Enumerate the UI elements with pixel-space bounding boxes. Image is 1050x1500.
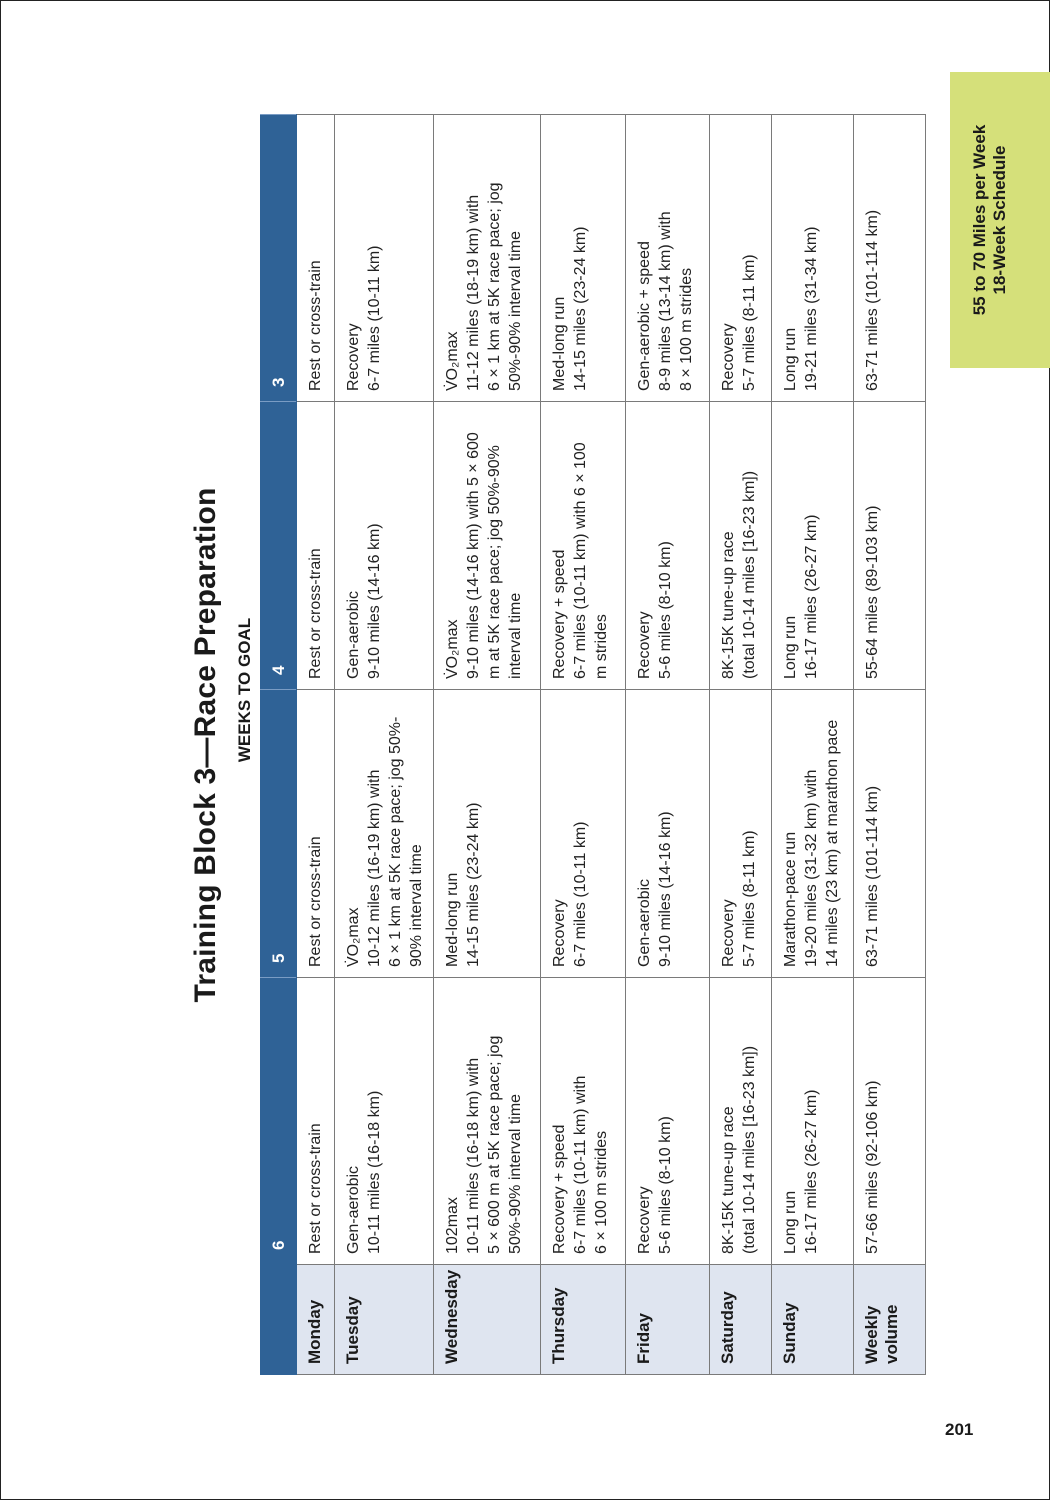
table-row xyxy=(335,115,434,1375)
workout-cell xyxy=(626,115,710,402)
workout-line: 9-10 miles (14-16 km) xyxy=(366,523,383,679)
workout-line: 8K-15K tune-up race xyxy=(720,1106,737,1254)
workout-cell xyxy=(297,402,335,690)
tab-line-1: 55 to 70 Miles per Week xyxy=(970,124,989,316)
workout-line: 19-20 miles (31-32 km) with xyxy=(803,769,820,967)
workout-line: Rest or cross-train xyxy=(307,548,324,679)
workout-line: Rest or cross-train xyxy=(307,260,324,391)
workout-cell xyxy=(626,402,710,690)
workout-cell xyxy=(297,690,335,978)
workout-line: 19-21 miles (31-34 km) xyxy=(803,226,820,391)
day-label: Friday xyxy=(626,1265,710,1375)
workout-cell xyxy=(710,115,772,402)
workout-line: 11-12 miles (18-19 km) with xyxy=(465,194,482,391)
workout-line: Gen-aerobic xyxy=(636,878,653,967)
workout-line: 14-15 miles (23-24 km) xyxy=(465,802,482,967)
workout-line: 6 × 1 km at 5K race pace; jog xyxy=(486,182,503,391)
workout-line: Gen-aerobic + speed xyxy=(636,241,653,391)
workout-line: 63-71 miles (101-114 km) xyxy=(864,785,881,967)
workout-line: 8K-15K tune-up race xyxy=(720,531,737,679)
workout-line: 9-10 miles (14-16 km) with 5 × 600 xyxy=(465,432,482,679)
schedule-table xyxy=(260,114,926,1375)
workout-line: 102max xyxy=(444,1197,461,1254)
page-number: 201 xyxy=(945,1420,974,1439)
workout-line: Recovery xyxy=(636,1186,653,1254)
workout-line: 14 miles (23 km) at marathon pace xyxy=(824,719,841,967)
workout-line: Med-long run xyxy=(551,296,568,391)
day-label: Sunday xyxy=(772,1265,854,1375)
workout-line: Recovery xyxy=(345,323,362,391)
workout-line: 10-11 miles (16-18 km) xyxy=(366,1090,383,1254)
workout-line: Recovery xyxy=(720,899,737,967)
table-row xyxy=(854,115,926,1375)
day-label: Weekly volume xyxy=(854,1265,926,1375)
workout-line: Gen-aerobic xyxy=(345,590,362,679)
table-row xyxy=(541,115,626,1375)
workout-line: Long run xyxy=(782,615,799,679)
workout-line: V̇O₂max xyxy=(444,619,461,679)
workout-line: 5-6 miles (8-10 km) xyxy=(657,541,674,679)
workout-cell xyxy=(541,402,626,690)
day-label: Thursday xyxy=(541,1265,626,1375)
workout-cell xyxy=(854,402,926,690)
table-row xyxy=(710,115,772,1375)
workout-line: 10-12 miles (16-19 km) with xyxy=(366,769,383,967)
workout-line: 6 × 1 km at 5K race pace; jog 50%- xyxy=(387,716,404,967)
workout-cell xyxy=(434,402,541,690)
workout-cell xyxy=(772,115,854,402)
workout-line: 5-7 miles (8-11 km) xyxy=(741,254,758,391)
week-header: 5 xyxy=(261,690,297,978)
workout-line: 9-10 miles (14-16 km) xyxy=(657,811,674,967)
workout-line: Rest or cross-train xyxy=(307,1123,324,1254)
workout-cell xyxy=(710,978,772,1265)
weeks-to-goal-label: WEEKS TO GOAL xyxy=(235,617,254,763)
workout-line: Recovery xyxy=(551,899,568,967)
workout-cell xyxy=(434,690,541,978)
workout-cell xyxy=(541,115,626,402)
workout-line: Recovery + speed xyxy=(551,1124,568,1254)
workout-line: Med-long run xyxy=(444,872,461,967)
workout-line: Recovery + speed xyxy=(551,549,568,679)
workout-cell xyxy=(297,978,335,1265)
workout-cell xyxy=(434,978,541,1265)
workout-line: 5-7 miles (8-11 km) xyxy=(741,830,758,967)
workout-cell xyxy=(772,978,854,1265)
workout-line: 50%-90% interval time xyxy=(507,230,524,391)
workout-line: Marathon-pace run xyxy=(782,831,799,967)
week-header: 3 xyxy=(261,115,297,402)
workout-line: 10-11 miles (16-18 km) with xyxy=(465,1057,482,1254)
workout-cell xyxy=(854,978,926,1265)
workout-line: 5 × 600 m at 5K race pace; jog xyxy=(486,1035,503,1254)
table-row xyxy=(297,115,335,1375)
workout-line: m at 5K race pace; jog 50%-90% xyxy=(486,445,503,679)
workout-line: V̇O₂max xyxy=(345,907,362,967)
day-label: Tuesday xyxy=(335,1265,434,1375)
workout-line: (total 10-14 miles [16-23 km]) xyxy=(741,1045,758,1254)
workout-line: 55-64 miles (89-103 km) xyxy=(864,505,881,679)
workout-line: V̇O₂max xyxy=(444,331,461,391)
workout-line: 8-9 miles (13-14 km) with xyxy=(657,211,674,391)
workout-line: Rest or cross-train xyxy=(307,836,324,967)
week-header: 4 xyxy=(261,402,297,690)
workout-line: Recovery xyxy=(636,611,653,679)
workout-line: 16-17 miles (26-27 km) xyxy=(803,1089,820,1254)
workout-line: (total 10-14 miles [16-23 km]) xyxy=(741,470,758,679)
workout-line: 6 × 100 m strides xyxy=(593,1130,610,1254)
workout-cell xyxy=(772,690,854,978)
workout-line: 14-15 miles (23-24 km) xyxy=(572,226,589,391)
workout-line: Long run xyxy=(782,327,799,391)
day-label: Wednesday xyxy=(434,1265,541,1375)
workout-cell xyxy=(626,690,710,978)
header-row xyxy=(261,115,297,1375)
workout-line: 16-17 miles (26-27 km) xyxy=(803,514,820,679)
workout-cell xyxy=(854,690,926,978)
workout-line: interval time xyxy=(507,592,524,679)
page-title: Training Block 3—Race Preparation xyxy=(189,487,222,1003)
workout-cell xyxy=(335,978,434,1265)
day-label: Monday xyxy=(297,1265,335,1375)
workout-line: 6-7 miles (10-11 km) xyxy=(366,245,383,391)
workout-line: 63-71 miles (101-114 km) xyxy=(864,209,881,391)
workout-line: 6-7 miles (10-11 km) with 6 × 100 xyxy=(572,442,589,679)
workout-cell xyxy=(297,115,335,402)
workout-line: 90% interval time xyxy=(408,844,425,967)
workout-line: 8 × 100 m strides xyxy=(678,267,695,391)
workout-cell xyxy=(335,402,434,690)
workout-cell xyxy=(335,115,434,402)
rotated-content xyxy=(186,115,901,1375)
workout-cell xyxy=(710,402,772,690)
workout-cell xyxy=(626,978,710,1265)
week-header: 6 xyxy=(261,978,297,1265)
chapter-tab-label xyxy=(970,75,1030,365)
schedule-body xyxy=(297,115,926,1375)
workout-line: Gen-aerobic xyxy=(345,1165,362,1254)
table-row xyxy=(434,115,541,1375)
day-label: Saturday xyxy=(710,1265,772,1375)
workout-line: Long run xyxy=(782,1190,799,1254)
table-row xyxy=(626,115,710,1375)
workout-line: 5-6 miles (8-10 km) xyxy=(657,1116,674,1254)
workout-cell xyxy=(710,690,772,978)
workout-cell xyxy=(541,690,626,978)
workout-cell xyxy=(854,115,926,402)
header-corner xyxy=(261,1265,297,1375)
workout-line: m strides xyxy=(593,614,610,679)
table-row xyxy=(772,115,854,1375)
workout-cell xyxy=(335,690,434,978)
workout-line: 57-66 miles (92-106 km) xyxy=(864,1080,881,1254)
workout-cell xyxy=(434,115,541,402)
workout-line: 6-7 miles (10-11 km) xyxy=(572,821,589,967)
tab-line-2: 18-Week Schedule xyxy=(990,145,1009,295)
workout-cell xyxy=(772,402,854,690)
workout-cell xyxy=(541,978,626,1265)
workout-line: 50%-90% interval time xyxy=(507,1093,524,1254)
workout-line: 6-7 miles (10-11 km) with xyxy=(572,1075,589,1254)
workout-line: Recovery xyxy=(720,323,737,391)
